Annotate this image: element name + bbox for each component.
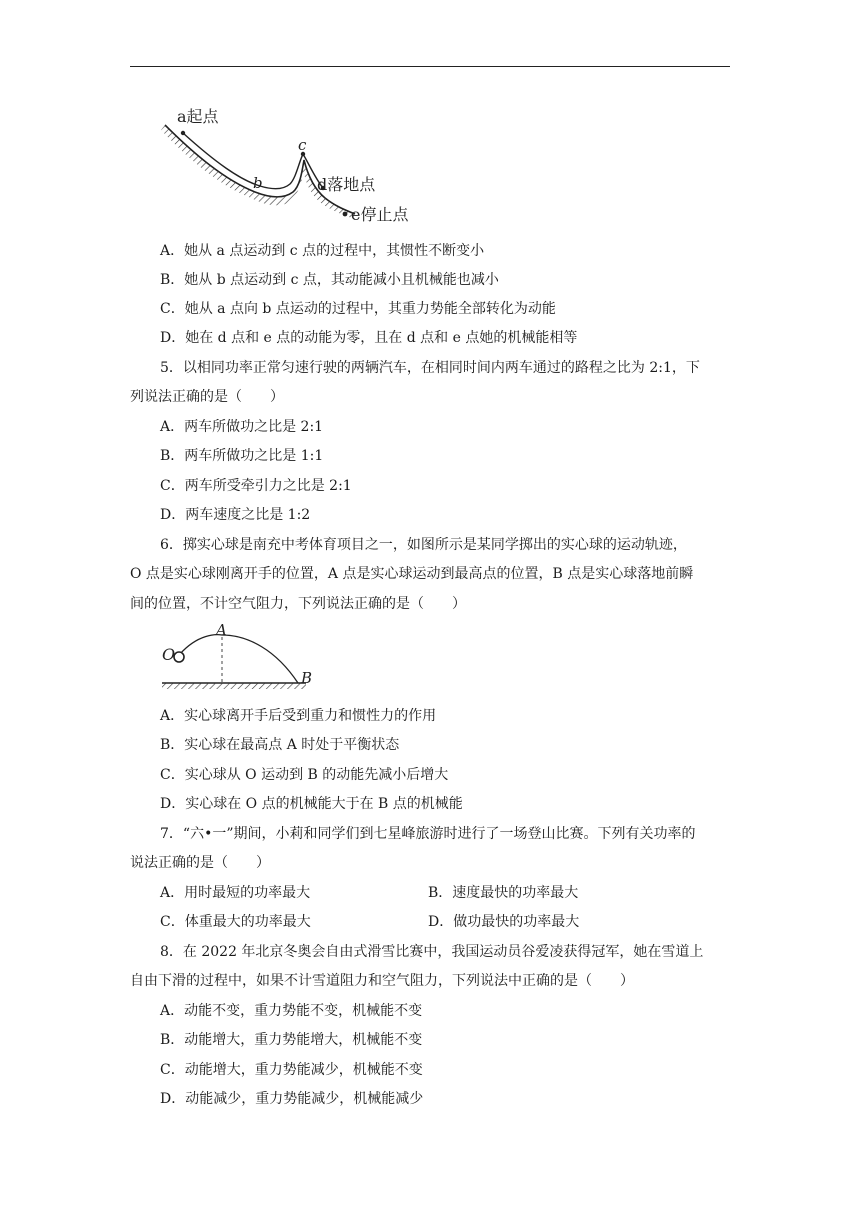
label-b: b [253,174,263,192]
q5-option-a: A．两车所做功之比是 2:1 [160,419,324,435]
ball-trajectory [180,635,298,683]
q6-stem-line1: 6．掷实心球是南充中考体育项目之一，如图所示是某同学掷出的实心球的运动轨迹， [160,537,687,553]
q7-option-c: C．体重最大的功率最大 [160,914,311,930]
q4-option-b: B．她从 b 点运动到 c 点，其动能减小且机械能也减小 [160,272,499,288]
point-a [181,131,185,135]
q6-option-c: C．实心球从 O 运动到 B 的动能先减小后增大 [160,767,449,783]
label-O: O [162,645,176,664]
q8-stem-line1: 8．在 2022 年北京冬奥会自由式滑雪比赛中，我国运动员谷爱凌获得冠军，她在雪道上 [160,944,704,960]
q5-stem-line1: 5．以相同功率正常匀速行驶的两辆汽车，在相同时间内两车通过的路程之比为 2:1，下 [160,360,700,376]
q5-option-b: B．两车所做功之比是 1:1 [160,448,324,464]
header-rule [130,66,730,67]
shot-put-figure [158,620,323,695]
label-c: c [298,136,307,154]
q4-option-d: D．她在 d 点和 e 点的动能为零，且在 d 点和 e 点她的机械能相等 [160,330,578,346]
q7-stem-line1: 7．“六•一”期间，小莉和同学们到七星峰旅游时进行了一场登山比赛。下列有关功率的 [160,826,696,842]
q7-stem-line2: 说法正确的是（ ） [130,855,270,871]
q6-option-a: A．实心球离开手后受到重力和惯性力的作用 [160,708,437,724]
q5-stem-line2: 列说法正确的是（ ） [130,389,284,405]
q8-option-d: D．动能减少，重力势能减少，机械能减少 [160,1091,424,1107]
ground-hatch [162,683,306,689]
q5-option-d: D．两车速度之比是 1:2 [160,507,311,523]
ski-slope-figure [155,100,425,225]
point-e [343,212,348,217]
label-A: A [216,621,227,639]
q4-option-a: A．她从 a 点运动到 c 点的过程中，其惯性不断变小 [160,243,485,259]
q4-option-c: C．她从 a 点向 b 点运动的过程中，其重力势能全部转化为动能 [160,301,556,317]
q8-option-c: C．动能增大，重力势能减少，机械能不变 [160,1062,423,1078]
q5-option-c: C．两车所受牵引力之比是 2:1 [160,478,352,494]
q6-option-b: B．实心球在最高点 A 时处于平衡状态 [160,737,400,753]
q8-option-b: B．动能增大，重力势能增大，机械能不变 [160,1032,423,1048]
q6-stem-line3: 间的位置，不计空气阻力，下列说法正确的是（ ） [130,596,466,612]
label-e: e停止点 [351,205,409,224]
q6-stem-line2: O 点是实心球刚离开手的位置，A 点是实心球运动到最高点的位置，B 点是实心球落地前瞬 [130,566,694,582]
shot-ball [174,652,184,662]
label-B: B [301,669,313,687]
q8-option-a: A．动能不变，重力势能不变，机械能不变 [160,1003,423,1019]
q7-option-d: D．做功最快的功率最大 [428,914,580,930]
label-a: a起点 [177,107,219,126]
q8-stem-line2: 自由下滑的过程中，如果不计雪道阻力和空气阻力，下列说法中正确的是（ ） [130,973,634,989]
q7-option-a: A．用时最短的功率最大 [160,885,311,901]
q7-option-b: B．速度最快的功率最大 [428,885,579,901]
label-d: d落地点 [317,175,376,194]
q6-option-d: D．实心球在 O 点的机械能大于在 B 点的机械能 [160,796,463,812]
